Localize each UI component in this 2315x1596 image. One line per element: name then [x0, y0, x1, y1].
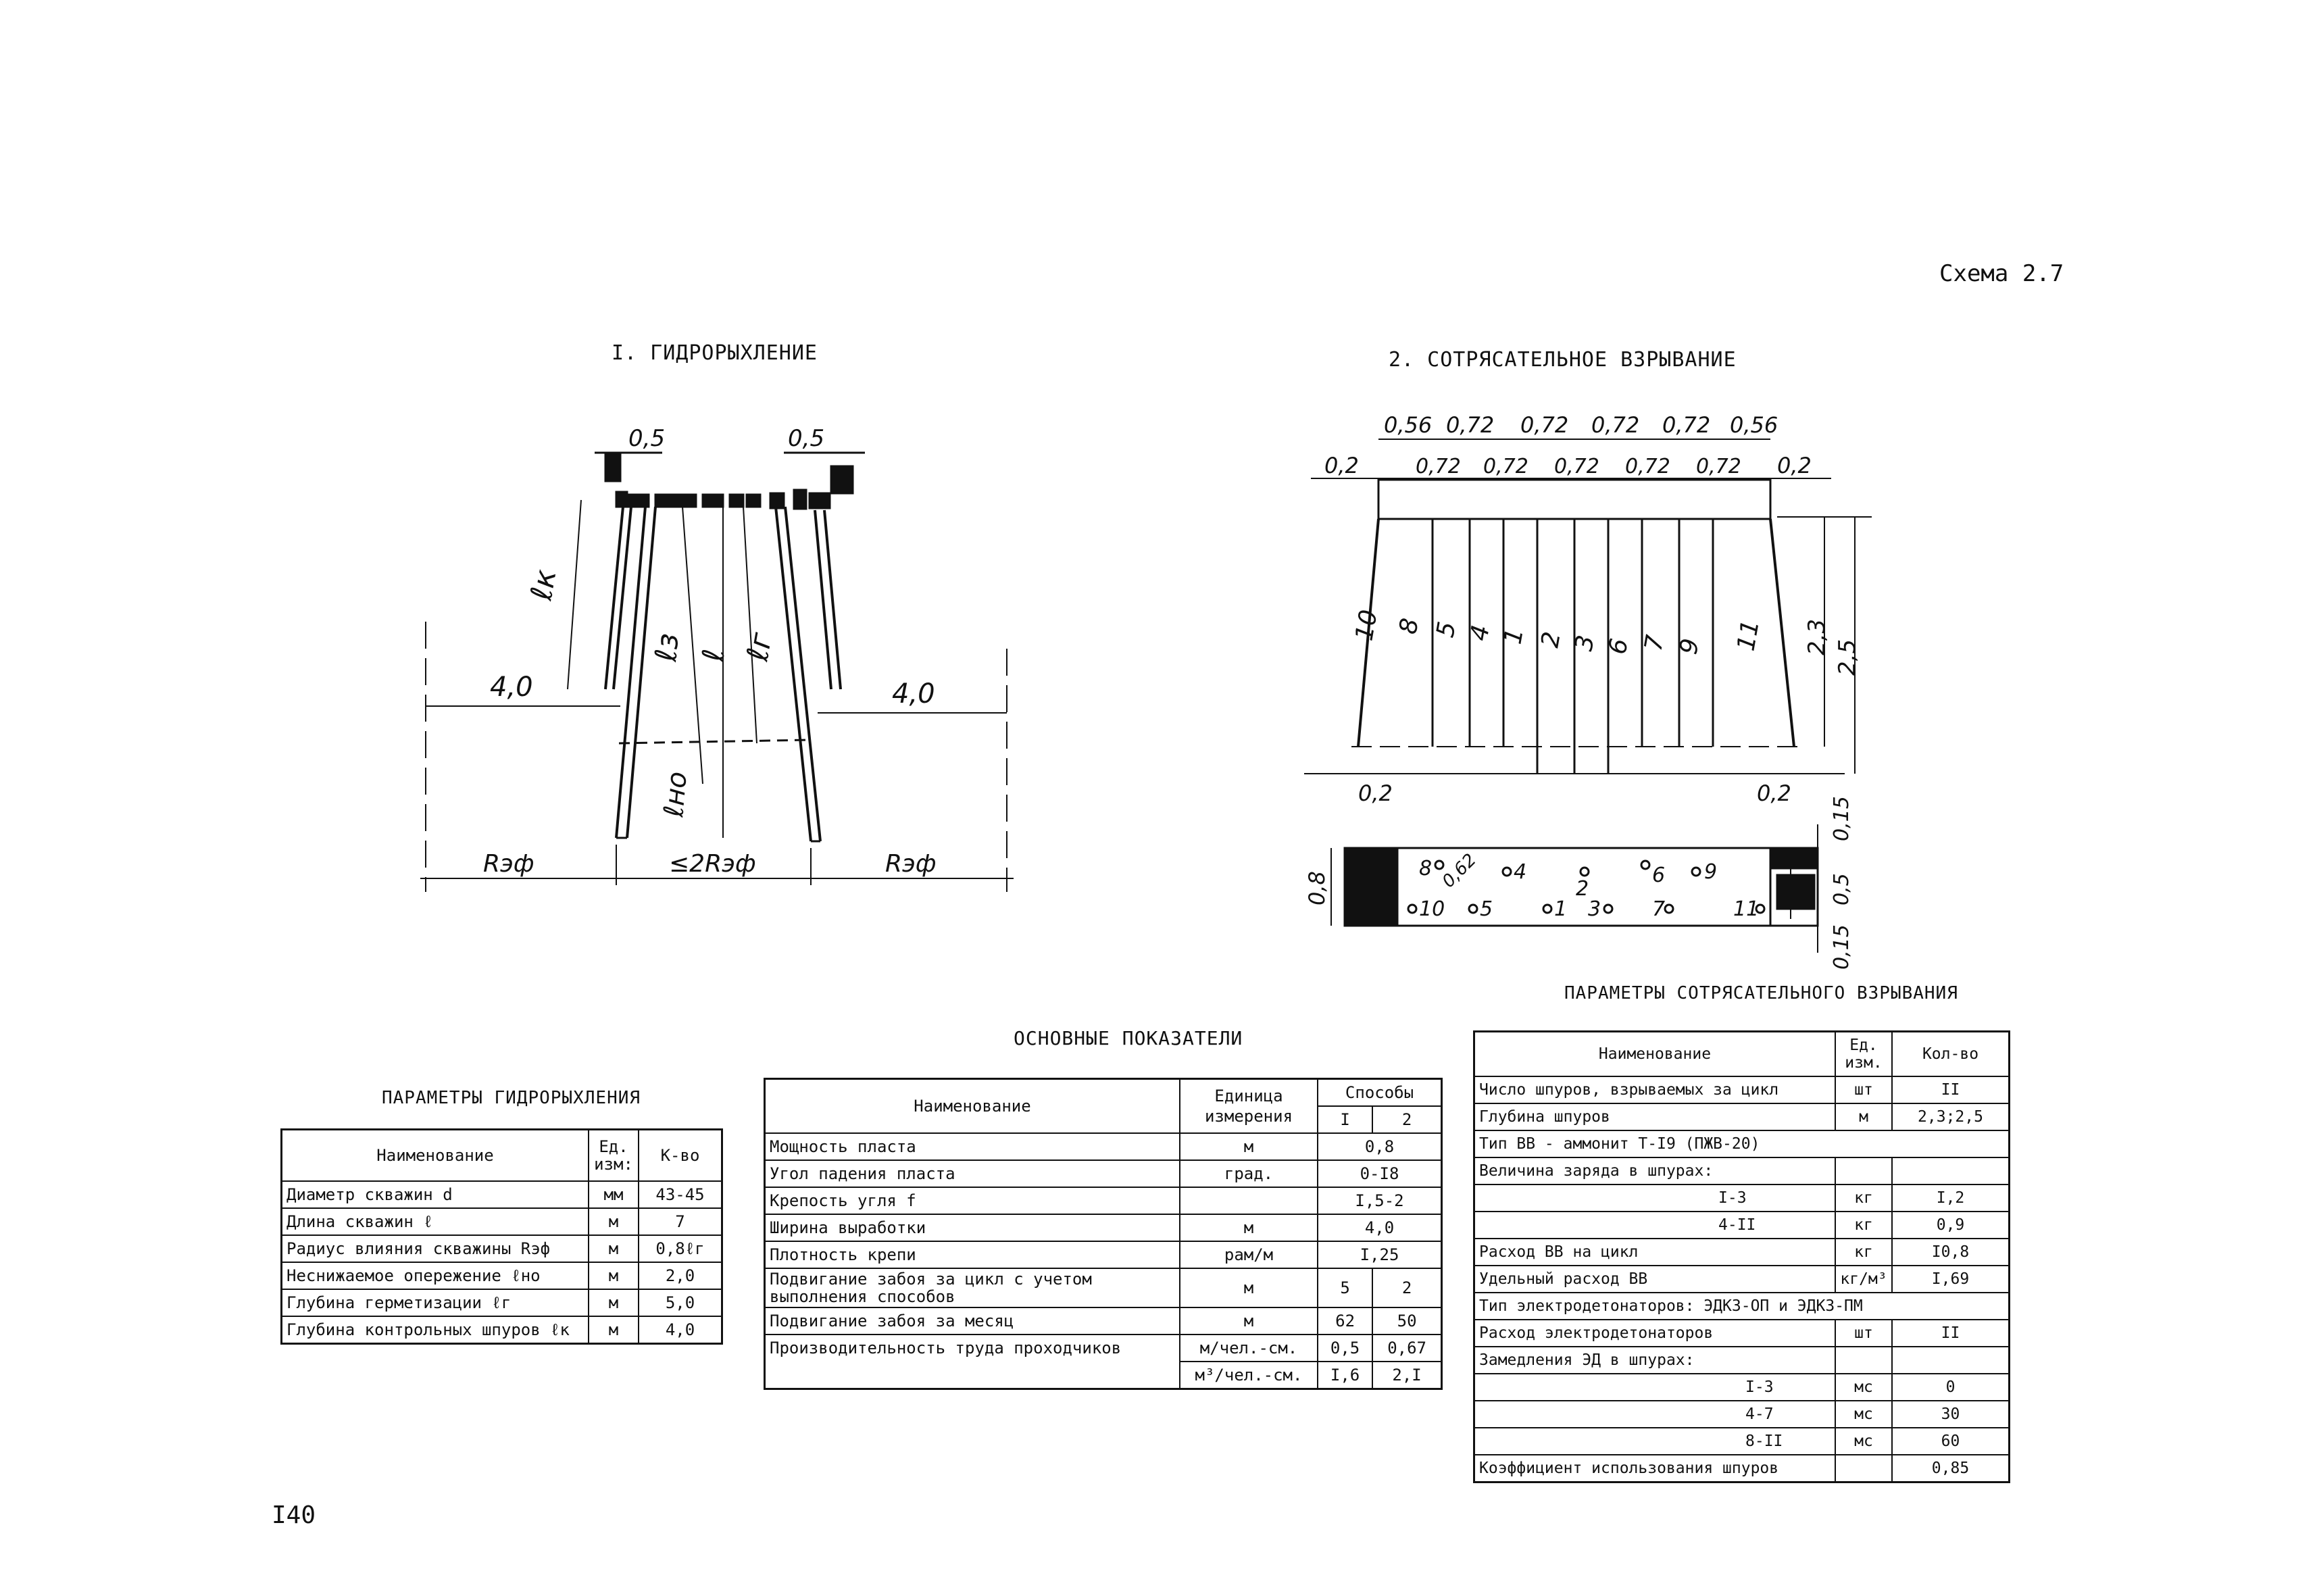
fig1-dim-left: 4,0 [490, 672, 533, 703]
fig2-hole-1: 1 [1499, 626, 1529, 647]
fig1-lk: ℓк [524, 566, 564, 603]
table3-cell: Тип электродетонаторов: ЭДКЗ-ОП и ЭДКЗ-ПМ [1474, 1293, 2010, 1320]
fig1-dim-top-right: 0,5 [788, 425, 825, 452]
fig2-plan-8: 8 [1419, 857, 1433, 880]
table-row [765, 1160, 1442, 1187]
fig2-plan-6: 6 [1652, 864, 1666, 887]
table2-header-method2: 2 [1372, 1106, 1441, 1133]
table-row [1474, 1320, 2010, 1347]
table-row [1474, 1157, 2010, 1184]
table2-cell: м [1180, 1307, 1318, 1335]
table3-cell: I0,8 [1892, 1239, 2010, 1266]
table-row [1474, 1239, 2010, 1266]
table3-cell: II [1892, 1320, 2010, 1347]
main-indicators-table [764, 1078, 1443, 1390]
fig2-plan-10: 10 [1419, 897, 1445, 921]
fig2-hole-4: 4 [1465, 622, 1495, 643]
table2-cell: Подвигание забоя за цикл с учетом выполнения способов [765, 1268, 1180, 1307]
table-row [282, 1181, 722, 1208]
fig2-top1-4: 0,72 [1662, 412, 1711, 438]
fig2-plan-left: 0,8 [1304, 871, 1330, 905]
table2-cell: I,6 [1318, 1362, 1372, 1389]
table2-cell: Плотность крепи [765, 1241, 1180, 1268]
section1-title: I. ГИДРОРЫХЛЕНИЕ [612, 341, 818, 365]
fig2-top2-1: 0,72 [1416, 455, 1461, 478]
table3-cell: мс [1835, 1374, 1892, 1401]
table2-cell: Производительность труда проходчиков [765, 1335, 1180, 1389]
table2-cell: м [1180, 1268, 1318, 1307]
fig1-r-left: Rэф [483, 850, 534, 878]
fig2-plan-9: 9 [1704, 860, 1718, 884]
table3-cell: кг/м³ [1835, 1266, 1892, 1293]
fig2-hole-6: 6 [1603, 636, 1634, 657]
table2-cell: м [1180, 1133, 1318, 1160]
table3-cell: Удельный расход ВВ [1474, 1266, 1836, 1293]
table-row [282, 1235, 722, 1262]
table3-cell: Расход ВВ на цикл [1474, 1239, 1836, 1266]
table-row [1474, 1076, 2010, 1103]
fig2-top2-0: 0,2 [1324, 453, 1359, 478]
table2-cell: Угол падения пласта [765, 1160, 1180, 1187]
table2-cell: 0,8 [1318, 1133, 1442, 1160]
table3-cell: 4-7 [1474, 1401, 1836, 1428]
table1-cell: 5,0 [639, 1289, 722, 1316]
fig2-plan-11: 11 [1733, 897, 1760, 921]
fig2-hole-5: 5 [1431, 619, 1462, 640]
table3-cell: 60 [1892, 1428, 2010, 1455]
fig1-dim-top-left: 0,5 [628, 425, 666, 452]
table2-cell: м/чел.-см. [1180, 1335, 1318, 1362]
fig2-top2-4: 0,72 [1625, 455, 1670, 478]
shock-blasting-diagram [1304, 405, 1872, 987]
table2-title: ОСНОВНЫЕ ПОКАЗАТЕЛИ [1014, 1027, 1243, 1049]
table3-cell: 2,3;2,5 [1892, 1103, 2010, 1130]
table2-cell: 50 [1372, 1307, 1441, 1335]
table-row [282, 1289, 722, 1316]
fig2-hole-7: 7 [1639, 632, 1670, 653]
table1-cell: Радиус влияния скважины Rэф [282, 1235, 589, 1262]
table3-title: ПАРАМЕТРЫ СОТРЯСАТЕЛЬНОГО ВЗРЫВАНИЯ [1564, 983, 1958, 1003]
table2-cell: м [1180, 1214, 1318, 1241]
fig2-hole-3: 3 [1570, 632, 1600, 653]
fig1-lno: ℓно [658, 770, 693, 818]
table3-cell: Глубина шпуров [1474, 1103, 1836, 1130]
table1-cell: 7 [639, 1208, 722, 1235]
table-row [282, 1208, 722, 1235]
table3-cell: 0,9 [1892, 1212, 2010, 1239]
table2-header-method1: I [1318, 1106, 1372, 1133]
table-row [765, 1307, 1442, 1335]
table2-cell [1180, 1187, 1318, 1214]
table1-cell: мм [589, 1181, 639, 1208]
table3-cell: Тип ВВ - аммонит Т-I9 (ПЖВ-20) [1474, 1130, 2010, 1157]
table3-header-name: Наименование [1474, 1032, 1836, 1077]
fig2-top1-1: 0,72 [1446, 412, 1495, 438]
table-row [1474, 1347, 2010, 1374]
fig1-dim-right: 4,0 [892, 678, 935, 709]
table1-cell: 4,0 [639, 1316, 722, 1344]
table-row [1474, 1130, 2010, 1157]
table3-cell: 30 [1892, 1401, 2010, 1428]
table-row [1474, 1293, 2010, 1320]
fig2-top2-5: 0,72 [1696, 455, 1741, 478]
table-row [765, 1214, 1442, 1241]
fig2-hole-8: 8 [1394, 616, 1424, 637]
sheet-label: Схема 2.7 [1939, 260, 2064, 287]
table-row [765, 1268, 1442, 1307]
table1-cell: м [589, 1235, 639, 1262]
table3-cell: II [1892, 1076, 2010, 1103]
table2-cell: 2 [1372, 1268, 1441, 1307]
table-row [765, 1187, 1442, 1214]
table2-cell: 4,0 [1318, 1214, 1442, 1241]
fig2-plan-2: 2 [1576, 877, 1589, 901]
fig1-lg: ℓг [740, 630, 780, 664]
table1-cell: м [589, 1208, 639, 1235]
table3-cell: м [1835, 1103, 1892, 1130]
table3-cell: 8-II [1474, 1428, 1836, 1455]
table2-cell: м³/чел.-см. [1180, 1362, 1318, 1389]
table3-cell: I,2 [1892, 1184, 2010, 1212]
page-number: I40 [272, 1501, 316, 1529]
table2-cell: Подвигание забоя за месяц [765, 1307, 1180, 1335]
fig2-top2-6: 0,2 [1777, 453, 1812, 478]
table2-cell: 2,I [1372, 1362, 1441, 1389]
table2-header-name: Наименование [765, 1079, 1180, 1134]
table3-cell: 0,85 [1892, 1455, 2010, 1482]
fig2-bottom-left: 0,2 [1358, 780, 1393, 806]
table-row [282, 1316, 722, 1344]
hydro-loosening-diagram [405, 405, 1027, 905]
table-row [1474, 1455, 2010, 1482]
table-row [765, 1133, 1442, 1160]
table-row [1474, 1212, 2010, 1239]
fig2-top1-2: 0,72 [1520, 412, 1569, 438]
fig2-top2-2: 0,72 [1483, 455, 1528, 478]
fig2-plan-r1: 0,15 [1830, 796, 1853, 841]
table3-cell: Замедления ЭД в шпурах: [1474, 1347, 1836, 1374]
fig1-lz: ℓз [649, 632, 686, 663]
fig2-hole-10: 10 [1350, 607, 1383, 643]
fig2-plan-4: 4 [1514, 860, 1527, 884]
table1-cell: Глубина контрольных шпуров ℓк [282, 1316, 589, 1344]
table1-header-name: Наименование [282, 1130, 589, 1182]
table1-cell: Неснижаемое опережение ℓно [282, 1262, 589, 1289]
table3-cell: 4-II [1474, 1212, 1836, 1239]
table-row [765, 1241, 1442, 1268]
table3-cell: кг [1835, 1239, 1892, 1266]
table3-cell: мс [1835, 1428, 1892, 1455]
section2-title: 2. СОТРЯСАТЕЛЬНОЕ ВЗРЫВАНИЕ [1389, 348, 1737, 372]
table-row [1474, 1401, 2010, 1428]
table3-cell: мс [1835, 1401, 1892, 1428]
fig2-hole-9: 9 [1674, 636, 1705, 657]
fig2-hole-11: 11 [1732, 618, 1765, 653]
fig2-top2-3: 0,72 [1554, 455, 1599, 478]
table3-cell: I-3 [1474, 1184, 1836, 1212]
table-row [1474, 1103, 2010, 1130]
table-row [765, 1335, 1442, 1362]
table2-cell: 0,67 [1372, 1335, 1441, 1362]
table2-cell: Крепость угля f [765, 1187, 1180, 1214]
table2-header-unit: Единица измерения [1180, 1079, 1318, 1134]
table2-cell: 0-I8 [1318, 1160, 1442, 1187]
table-row [1474, 1374, 2010, 1401]
table2-cell: I,25 [1318, 1241, 1442, 1268]
fig2-top1-0: 0,56 [1384, 412, 1433, 438]
table-row [282, 1262, 722, 1289]
table1-cell: м [589, 1289, 639, 1316]
fig2-plan-3: 3 [1588, 897, 1601, 921]
table3-header-qty: Кол-во [1892, 1032, 2010, 1077]
table1-cell: м [589, 1316, 639, 1344]
fig2-plan-r2: 0,5 [1830, 873, 1853, 905]
table1-cell: 2,0 [639, 1262, 722, 1289]
fig2-top1-3: 0,72 [1591, 412, 1640, 438]
table3-cell: I,69 [1892, 1266, 2010, 1293]
table3-cell: I-3 [1474, 1374, 1836, 1401]
table2-cell: 0,5 [1318, 1335, 1372, 1362]
table1-cell: м [589, 1262, 639, 1289]
table1-cell: Глубина герметизации ℓг [282, 1289, 589, 1316]
table1-header-unit: Ед. изм: [589, 1130, 639, 1182]
table1-cell: Диаметр скважин d [282, 1181, 589, 1208]
table-row [1474, 1428, 2010, 1455]
table1-cell: 43-45 [639, 1181, 722, 1208]
table1-header-qty: К-во [639, 1130, 722, 1182]
fig2-bottom-right: 0,2 [1757, 780, 1791, 806]
table3-cell [1835, 1455, 1892, 1482]
fig2-height-1: 2,3 [1803, 618, 1831, 655]
fig1-r-right: Rэф [885, 850, 937, 878]
table3-cell: Величина заряда в шпурах: [1474, 1157, 1836, 1184]
table1-title: ПАРАМЕТРЫ ГИДРОРЫХЛЕНИЯ [382, 1088, 641, 1108]
table2-header-methods: Способы [1318, 1079, 1442, 1107]
hydro-params-table [280, 1128, 723, 1345]
table3-cell: 0 [1892, 1374, 2010, 1401]
table3-cell: Расход электродетонаторов [1474, 1320, 1836, 1347]
table-row [1474, 1184, 2010, 1212]
table2-cell: 62 [1318, 1307, 1372, 1335]
fig2-hole-2: 2 [1536, 629, 1566, 650]
blasting-params-table [1473, 1030, 2010, 1483]
fig1-l: ℓ [696, 647, 732, 663]
table3-header-unit: Ед. изм. [1835, 1032, 1892, 1077]
table2-cell: Ширина выработки [765, 1214, 1180, 1241]
fig2-plan-1: 1 [1554, 897, 1568, 921]
fig1-r-mid: ≤2Rэф [669, 850, 756, 878]
table1-cell: 0,8ℓг [639, 1235, 722, 1262]
table2-cell: 5 [1318, 1268, 1372, 1307]
fig2-top1-5: 0,56 [1730, 412, 1778, 438]
fig2-plan-5: 5 [1480, 897, 1493, 921]
table3-cell: кг [1835, 1184, 1892, 1212]
fig2-plan-r3: 0,15 [1830, 924, 1853, 970]
table-row [1474, 1266, 2010, 1293]
table3-cell: Число шпуров, взрываемых за цикл [1474, 1076, 1836, 1103]
table2-cell: град. [1180, 1160, 1318, 1187]
table3-cell: кг [1835, 1212, 1892, 1239]
table2-cell: I,5-2 [1318, 1187, 1442, 1214]
table3-cell: Коэффициент использования шпуров [1474, 1455, 1836, 1482]
fig2-height-2: 2,5 [1834, 639, 1861, 676]
table2-cell: рам/м [1180, 1241, 1318, 1268]
fig2-plan-diag: 0,62 [1438, 849, 1480, 892]
fig2-plan-7: 7 [1652, 897, 1666, 921]
table3-cell: шт [1835, 1320, 1892, 1347]
table2-cell: Мощность пласта [765, 1133, 1180, 1160]
table3-cell: шт [1835, 1076, 1892, 1103]
table1-cell: Длина скважин ℓ [282, 1208, 589, 1235]
